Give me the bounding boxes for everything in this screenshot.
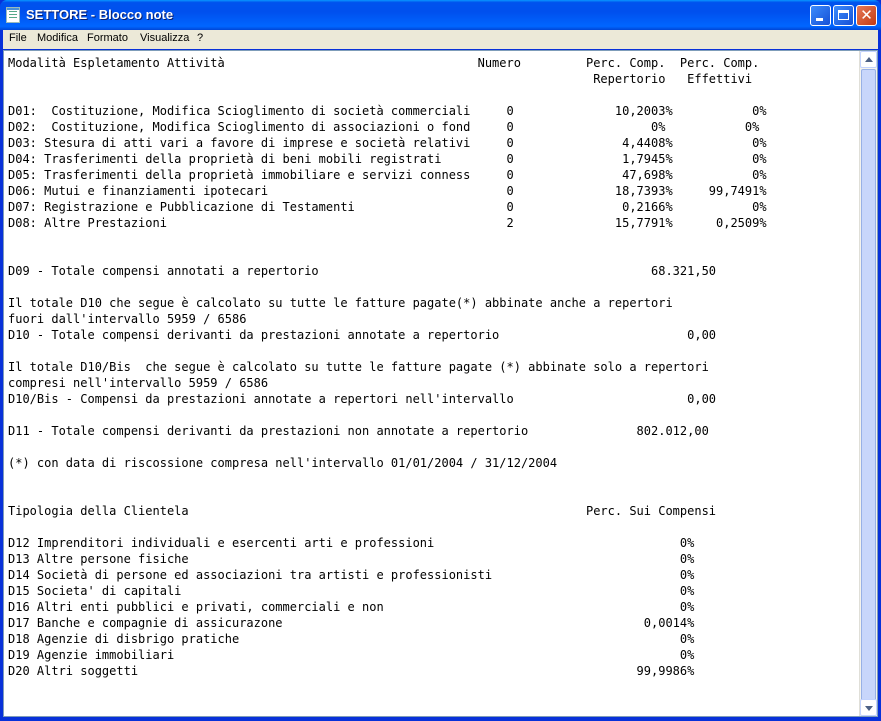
menu-bar	[3, 30, 878, 49]
maximize-button[interactable]	[833, 5, 854, 26]
text-line: D16 Altri enti pubblici e privati, commerciali e non 0%	[8, 600, 695, 614]
text-line: D02: Costituzione, Modifica Scioglimento di associazioni o fond 0 0% 0%	[8, 120, 760, 134]
text-line: D14 Società di persone ed associazioni tra artisti e professionisti 0%	[8, 568, 695, 582]
menu-formato[interactable]: Formato	[87, 32, 128, 44]
vertical-scrollbar[interactable]	[859, 51, 877, 716]
text-line: D09 - Totale compensi annotati a repertorio 68.321,50	[8, 264, 717, 278]
text-line: D04: Trasferimenti della proprietà di beni mobili registrati 0 1,7945% 0%	[8, 152, 767, 166]
menu-help[interactable]: ?	[197, 32, 204, 44]
text-line: D03: Stesura di atti vari a favore di imprese e società relativi 0 4,4408% 0%	[8, 136, 767, 150]
text-line: D18 Agenzie di disbrigo pratiche 0%	[8, 632, 695, 646]
text-line: D05: Trasferimenti della proprietà immobiliare e servizi conness 0 47,698% 0%	[8, 168, 767, 182]
window-title: SETTORE - Blocco note	[26, 7, 174, 22]
text-line: Tipologia della Clientela Perc. Sui Compensi	[8, 504, 717, 518]
menu-visualizza[interactable]: Visualizza	[140, 32, 190, 44]
text-line: (*) con data di riscossione compresa nell'intervallo 01/01/2004 / 31/12/2004	[8, 456, 558, 470]
text-line: D17 Banche e compagnie di assicurazone 0,0014%	[8, 616, 695, 630]
text-line: D06: Mutui e finanziamenti ipotecari 0 18,7393% 99,7491%	[8, 184, 767, 198]
text-line: Il totale D10 che segue è calcolato su tutte le fatture pagate(*) abbinate anche a repertori	[8, 296, 673, 310]
scrollbar-thumb[interactable]	[861, 69, 876, 709]
text-line: D10/Bis - Compensi da prestazioni annotate a repertori nell'intervallo 0,00	[8, 392, 717, 406]
scroll-up-button[interactable]	[860, 51, 877, 68]
text-line: D15 Societa' di capitali 0%	[8, 584, 695, 598]
maximize-icon	[838, 10, 849, 20]
close-icon: ✕	[860, 6, 873, 24]
text-line: D19 Agenzie immobiliari 0%	[8, 648, 695, 662]
text-line: compresi nell'intervallo 5959 / 6586	[8, 376, 269, 390]
text-line: D20 Altri soggetti 99,9986%	[8, 664, 695, 678]
text-line: D08: Altre Prestazioni 2 15,7791% 0,2509%	[8, 216, 767, 230]
menu-file[interactable]: File	[9, 32, 27, 44]
notepad-icon	[6, 7, 20, 23]
document-text[interactable]	[8, 55, 767, 679]
title-bar[interactable]	[0, 0, 881, 30]
text-line: D12 Imprenditori individuali e esercenti arti e professioni 0%	[8, 536, 695, 550]
text-editor-area[interactable]	[3, 50, 878, 717]
text-line: Il totale D10/Bis che segue è calcolato su tutte le fatture pagate (*) abbinate solo a repertori	[8, 360, 709, 374]
text-line: Modalità Espletamento Attività Numero Perc. Comp. Perc. Comp.	[8, 56, 760, 70]
text-line: fuori dall'intervallo 5959 / 6586	[8, 312, 247, 326]
close-button[interactable]	[856, 5, 877, 26]
text-line: D11 - Totale compensi derivanti da prestazioni non annotate a repertorio 802.012,00	[8, 424, 709, 438]
text-line: D01: Costituzione, Modifica Scioglimento di società commerciali 0 10,2003% 0%	[8, 104, 767, 118]
minimize-button[interactable]	[810, 5, 831, 26]
text-line: D13 Altre persone fisiche 0%	[8, 552, 695, 566]
text-line: D10 - Totale compensi derivanti da prestazioni annotate a repertorio 0,00	[8, 328, 717, 342]
menu-modifica[interactable]: Modifica	[37, 32, 78, 44]
text-line: Repertorio Effettivi	[8, 72, 753, 86]
minimize-icon	[816, 18, 823, 21]
scroll-down-button[interactable]	[860, 699, 877, 716]
text-line: D07: Registrazione e Pubblicazione di Testamenti 0 0,2166% 0%	[8, 200, 767, 214]
